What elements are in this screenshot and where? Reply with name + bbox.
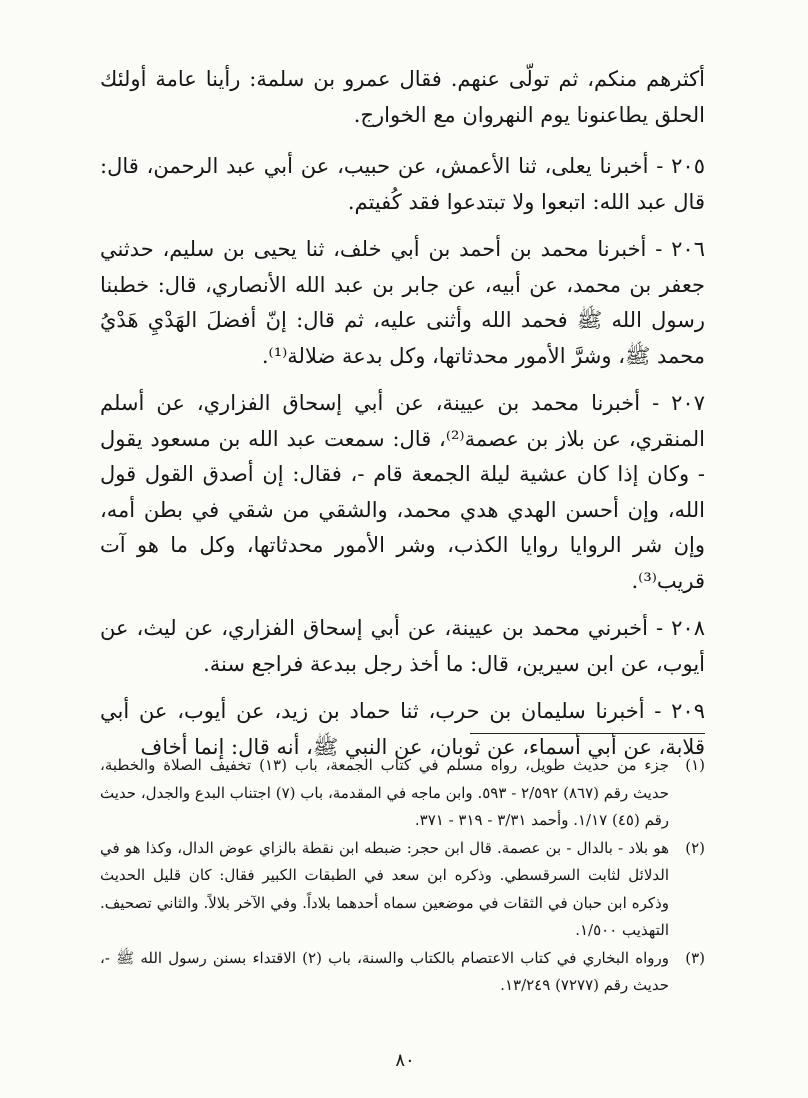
footnote-text: ورواه البخاري في كتاب الاعتصام بالكتاب والسنة، باب (٢) الاقتداء بسنن رسول الله ﷺ -، حديث رقم (٧٢٧٧) ١٣/٢٤٩. — [100, 948, 669, 994]
page-number: ٨٠ — [395, 1050, 415, 1071]
footnote-number: (١) — [685, 756, 705, 774]
paragraph-hadith-208: ٢٠٨ - أخبرني محمد بن عيينة، عن أبي إسحاق الفزاري، عن ليث، عن أيوب، عن ابن سيرين، قال: ما أخذ رجل ببدعة فراجع سنة. — [100, 616, 705, 676]
footnote-text: هو بلاد - بالدال - بن عصمة. قال ابن حجر: ضبطه ابن نقطة بالزاي عوض الدال، وكذا هو في الدلائل لثابت السرقسطي. وذكره ابن سعد في الطبقات الكبير فقال: كان قليل الحديث وذكره ابن حبان في الثقات في موضعين سماه أحدهما بلاداً. وفي الآخر بلالاً. والثاني تصحيف. التهذيب ١/٥٠٠. — [100, 838, 669, 939]
footnote-divider — [470, 733, 705, 734]
main-text — [100, 62, 705, 777]
paragraph-continuation: أكثرهم منكم، ثم تولّى عنهم. فقال عمرو بن سلمة: رأينا عامة أولئك الحلق يطاعنونا يوم النهروان مع الخوارج. — [100, 67, 705, 127]
paragraph-hadith-209: ٢٠٩ - أخبرنا سليمان بن حرب، ثنا حماد بن زيد، عن أيوب، عن أبي قلابة، عن أبي أسماء، عن ثوبان، عن النبي ﷺ، أنه قال: إنما أخاف — [100, 699, 705, 759]
footnote-number: (٢) — [685, 838, 705, 857]
footnote-1 — [100, 752, 705, 835]
footnote-text: جزء من حديث طويل، رواه مسلم في كتاب الجمعة، باب (١٣) تخفيف الصلاة والخطبة، حديث رقم (٨٦٧) ٢/٥٩٢ - ٥٩٣. وابن ماجه في المقدمة، باب (٧) اجتناب البدع والجدل، حديث رقم (٤٥) ١/١٧. وأحمد ٣/٣١ - ٣١٩ - ٣٧١. — [100, 756, 670, 829]
paragraph-hadith-207: ٢٠٧ - أخبرنا محمد بن عيينة، عن أبي إسحاق الفزاري، عن أسلم المنقري، عن بلاز بن عصمة⁽²⁾، قال: سمعت عبد الله بن مسعود يقول - وكان إذا كان عشية ليلة الجمعة قام -، فقال: إن أصدق القول قول الله، وإن أحسن الهدي هدي محمد، والشقي من شقي في بطن أمه، وإن شر الروايا روايا الكذب، وشر الأمور محدثاتها، وكل ما هو آت قريب⁽³⁾. — [100, 391, 705, 593]
footnotes — [100, 752, 705, 1000]
paragraph-hadith-206: ٢٠٦ - أخبرنا محمد بن أحمد بن أبي خلف، ثنا يحيى بن سليم، حدثني جعفر بن محمد، عن أبيه، عن جابر بن عبد الله الأنصاري، قال: خطبنا رسول الله ﷺ فحمد الله وأثنى عليه، ثم قال: إنّ أفضلَ الهَدْيِ هَدْيُ محمد ﷺ، وشرَّ الأمور محدثاتها، وكل بدعة ضلالة⁽¹⁾. — [100, 237, 705, 368]
footnote-number: (٣) — [685, 948, 705, 967]
footnote-3 — [100, 945, 705, 1000]
paragraph-hadith-205: ٢٠٥ - أخبرنا يعلى، ثنا الأعمش، عن حبيب، عن أبي عبد الرحمن، قال: قال عبد الله: اتبعوا ولا تبتدعوا فقد كُفيتم. — [100, 154, 705, 214]
footnote-2 — [100, 835, 705, 945]
